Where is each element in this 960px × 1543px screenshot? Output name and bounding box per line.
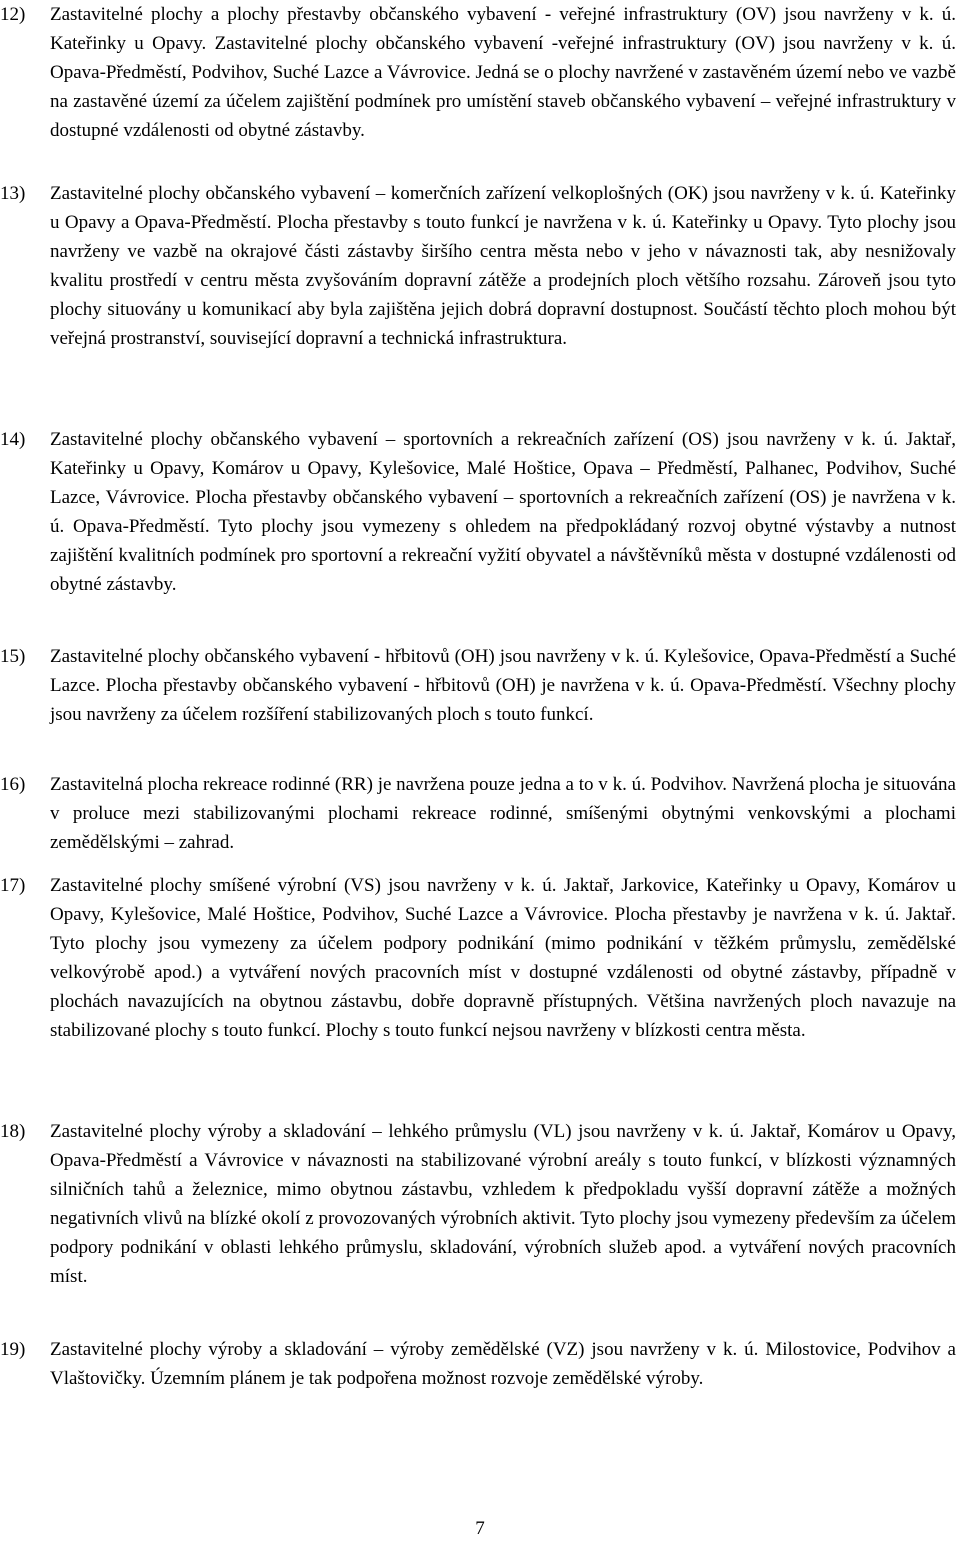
list-item-text: Zastavitelné plochy výroby a skladování – výroby zemědělské (VZ) jsou navrženy v k. ú. Milostovice, Podvihov a Vlaštovičky. Územním plánem je tak podpořena možnost rozvoje zemědělské výroby. [50,1339,956,1389]
list-item-number: 19) [0,1339,26,1360]
list-item [0,0,956,145]
list-item-text: Zastavitelné plochy smíšené výrobní (VS) jsou navrženy v k. ú. Jaktař, Jarkovice, Kateřinky u Opavy, Komárov u Opavy, Kylešovice, Malé Hoštice, Podvihov, Suché Lazce a Vávrovice. Plocha přestavby je navržena v k. ú. Jaktař. Tyto plochy jsou vymezeny za účelem podpory podnikání (mimo podnikání v těžkém průmyslu, zemědělské velkovýrobě apod.) a vytváření nových pracovních míst v dostupné vzdálenosti od obytné zástavby, případně v plochách navazujících na obytnou zástavbu, dobře dopravně přístupných. Většina navržených ploch navazuje na stabilizované plochy s touto funkcí. Plochy s touto funkcí nejsou navrženy v blízkosti centra města. [50,875,956,1041]
list-item [0,871,956,1045]
list-item [0,1117,956,1291]
list-item-text: Zastavitelná plocha rekreace rodinné (RR) je navržena pouze jedna a to v k. ú. Podvihov. Navržená plocha je situována v proluce mezi stabilizovanými plochami rekreace rodinné, smíšenými obytnými venkovskými a plochami zemědělskými – zahrad. [50,774,956,853]
list-item-text: Zastavitelné plochy občanského vybavení - hřbitovů (OH) jsou navrženy v k. ú. Kylešovice, Opava-Předměstí a Suché Lazce. Plocha přestavby občanského vybavení - hřbitovů (OH) je navržena v k. ú. Opava-Předměstí. Všechny plochy jsou navrženy za účelem rozšíření stabilizovaných ploch s touto funkcí. [50,646,956,725]
list-item [0,179,956,353]
list-item-text: Zastavitelné plochy občanského vybavení – komerčních zařízení velkoplošných (OK) jsou navrženy v k. ú. Kateřinky u Opavy a Opava-Předměstí. Plocha přestavby s touto funkcí je navržena v k. ú. Kateřinky u Opavy. Tyto plochy jsou navrženy ve vazbě na okrajové části zástavby širšího centra města nebo v jeho v návaznosti tak, aby nesnižovaly kvalitu prostředí v centru města zvyšováním dopravní zátěže a prodejních ploch většího rozsahu. Zároveň jsou tyto plochy situovány u komunikací aby byla zajištěna jejich dobrá dopravní dostupnost. Součástí těchto ploch mohou být veřejná prostranství, související dopravní a technická infrastruktura. [50,183,956,349]
list-item [0,425,956,599]
page-number: 7 [475,1518,485,1539]
list-item-number: 16) [0,774,26,795]
list-item-number: 18) [0,1121,26,1142]
list-item-number: 15) [0,646,26,667]
list-item [0,770,956,857]
list-item-text: Zastavitelné plochy výroby a skladování – lehkého průmyslu (VL) jsou navrženy v k. ú. Jaktař, Komárov u Opavy, Opava-Předměstí a Vávrovice v návaznosti na stabilizované výrobní areály s touto funkcí, v blízkosti významných silničních tahů a železnice, mimo obytnou zástavbu, vzhledem k předpokladu vyšší dopravní zátěže a možných negativních vlivů na blízké okolí z provozovaných výrobních aktivit. Tyto plochy jsou vymezeny především za účelem podpory podnikání v oblasti lehkého průmyslu, skladování, výrobních služeb apod. a vytváření nových pracovních míst. [50,1121,956,1287]
list-item-number: 17) [0,875,26,896]
list-item [0,1335,956,1393]
list-item [0,642,956,729]
list-item-number: 13) [0,183,26,204]
list-item-text: Zastavitelné plochy a plochy přestavby občanského vybavení - veřejné infrastruktury (OV) jsou navrženy v k. ú. Kateřinky u Opavy. Zastavitelné plochy občanského vybavení -veřejné infrastruktury (OV) jsou navrženy v k. ú. Opava-Předměstí, Podvihov, Suché Lazce a Vávrovice. Jedná se o plochy navržené v zastavěném území nebo ve vazbě na zastavěné území za účelem zajištění podmínek pro umístění staveb občanského vybavení – veřejné infrastruktury v dostupné vzdálenosti od obytné zástavby. [50,4,956,141]
list-item-text: Zastavitelné plochy občanského vybavení – sportovních a rekreačních zařízení (OS) jsou navrženy v k. ú. Jaktař, Kateřinky u Opavy, Komárov u Opavy, Kylešovice, Malé Hoštice, Opava – Předměstí, Palhanec, Podvihov, Suché Lazce, Vávrovice. Plocha přestavby občanského vybavení – sportovních a rekreačních zařízení (OS) je navržena v k. ú. Opava-Předměstí. Tyto plochy jsou vymezeny s ohledem na předpokládaný rozvoj obytné výstavby a nutnost zajištění kvalitních podmínek pro sportovní a rekreační vyžití obyvatel a návštěvníků města v dostupné vzdálenosti od obytné zástavby. [50,429,956,595]
list-item-number: 14) [0,429,26,450]
list-item-number: 12) [0,4,26,25]
